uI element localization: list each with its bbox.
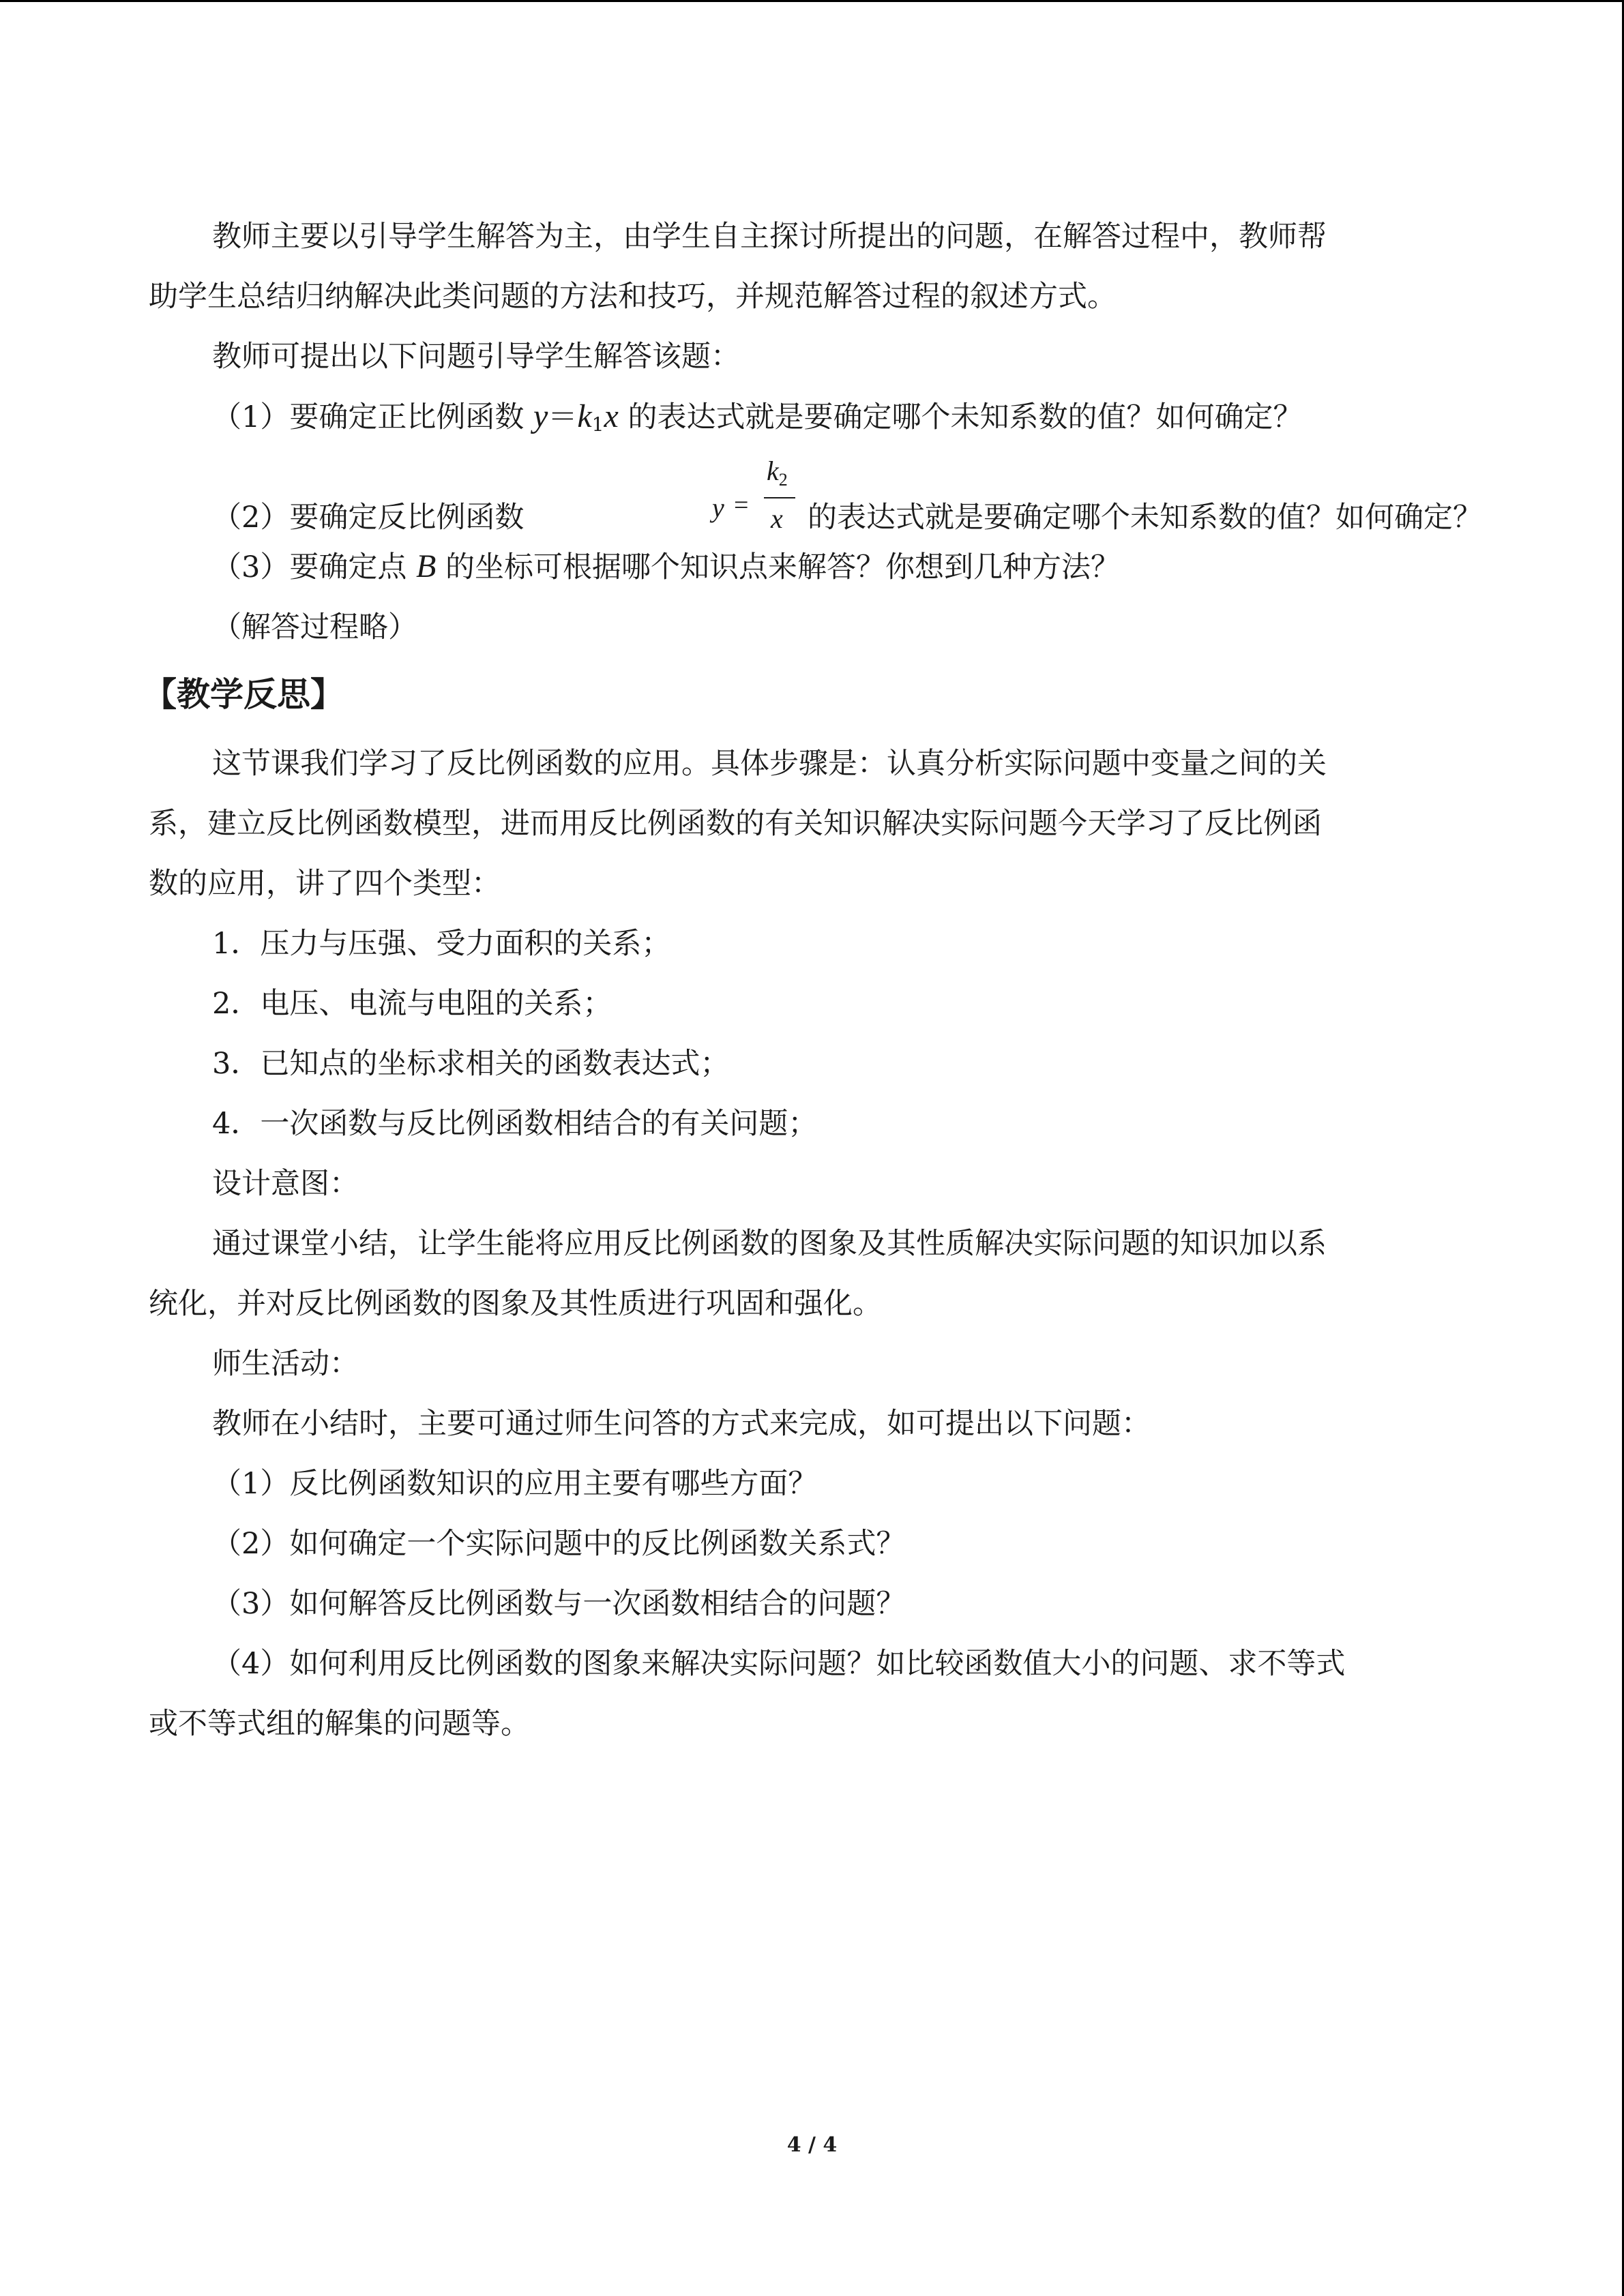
paragraph-line: 系，建立反比例函数模型，进而用反比例函数的有关知识解决实际问题今天学习了反比例函 [149,807,1322,841]
question-2-prefix: （2）要确定反比例函数 [212,501,525,535]
design-label: 设计意图： [212,1167,359,1201]
paragraph-line: 数的应用，讲了四个类型： [149,867,501,901]
section-heading: 【教学反思】 [143,675,344,714]
math-subscript: 1 [591,413,604,436]
paragraph-line: 或不等式组的解集的问题等。 [149,1707,530,1741]
list-item: 2．电压、电流与电阻的关系； [212,987,612,1021]
list-item: （2）如何确定一个实际问题中的反比例函数关系式？ [212,1527,906,1561]
math-y: y [533,398,548,434]
math-equals: ＝ [548,400,578,434]
fraction-denominator: x [771,503,783,534]
paragraph-line: 教师可提出以下问题引导学生解答该题： [212,340,740,374]
list-item: （1）反比例函数知识的应用主要有哪些方面？ [212,1467,818,1501]
question-1-prefix: （1）要确定正比例函数 [212,400,534,434]
math-k: k [577,398,592,434]
list-item: （4）如何利用反比例函数的图象来解决实际问题？如比较函数值大小的问题、求不等式 [212,1647,1346,1681]
paragraph-line: 通过课堂小结，让学生能将应用反比例函数的图象及其性质解决实际问题的知识加以系 [212,1227,1327,1261]
fraction-bar [764,497,795,498]
paragraph-line: 教师主要以引导学生解答为主，由学生自主探讨所提出的问题，在解答过程中，教师帮 [212,220,1327,254]
math-x: x [604,398,619,434]
question-2 [149,455,1482,542]
question-2-suffix: 的表达式就是要确定哪个未知系数的值？如何确定？ [808,501,1482,535]
paragraph-line: 统化，并对反比例函数的图象及其性质进行巩固和强化。 [149,1287,882,1321]
paragraph-line: 助学生总结归纳解决此类问题的方法和技巧，并规范解答过程的叙述方式。 [149,280,1117,314]
page-number: 4 / 4 [786,2133,838,2157]
list-item: （3）如何解答反比例函数与一次函数相结合的问题？ [212,1587,906,1621]
fraction-formula [712,455,821,542]
fraction-numerator [767,455,788,490]
fraction-numerator-subscript: 2 [778,470,788,490]
fraction-numerator-k: k [767,456,779,486]
list-item: 3．已知点的坐标求相关的函数表达式； [212,1047,730,1081]
question-1-suffix: 的表达式就是要确定哪个未知系数的值？如何确定？ [618,400,1303,434]
list-item: 4．一次函数与反比例函数相结合的有关问题； [212,1107,818,1141]
question-3-prefix: （3）要确定点 [212,550,417,584]
activity-label: 师生活动： [212,1347,359,1381]
fraction-y: y [712,492,724,523]
paragraph-line: 这节课我们学习了反比例函数的应用。具体步骤是：认真分析实际问题中变量之间的关 [212,747,1327,781]
answer-omitted: （解答过程略） [212,610,417,644]
math-B: B [416,548,437,584]
paragraph-line: 教师在小结时，主要可通过师生问答的方式来完成，如可提出以下问题： [212,1407,1151,1441]
page-content [143,207,1482,1754]
list-item: 1．压力与压强、受力面积的关系； [212,927,671,961]
question-1 [149,387,1475,455]
fraction-equals: = [734,491,749,520]
question-3-suffix: 的坐标可根据哪个知识点来解答？你想到几种方法？ [436,550,1121,584]
